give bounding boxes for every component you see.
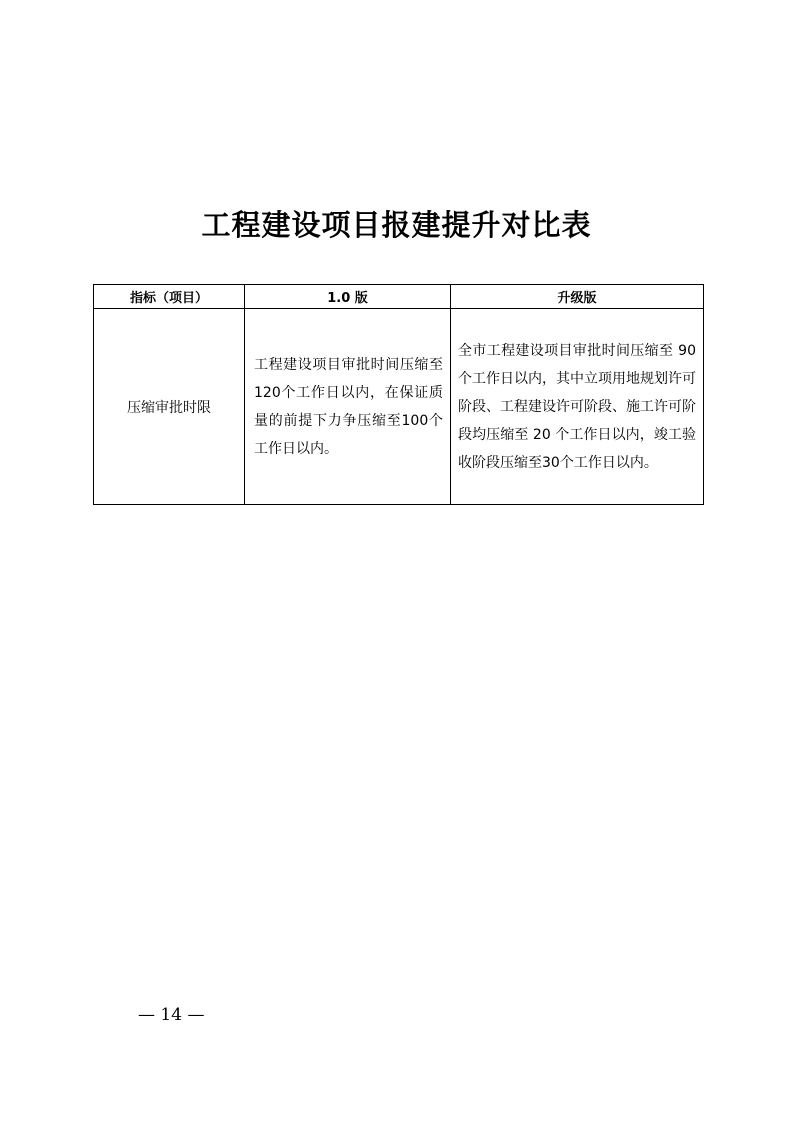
upgraded-version-cell bbox=[451, 309, 704, 505]
page-number: — 14 — bbox=[138, 1005, 205, 1025]
comparison-table bbox=[93, 284, 704, 505]
header-indicator: 指标（项目） bbox=[94, 285, 245, 309]
version-1-cell bbox=[245, 309, 451, 505]
table-row bbox=[94, 309, 704, 505]
indicator-text: 压缩审批时限 bbox=[127, 399, 211, 416]
header-version-1: 1.0 版 bbox=[245, 285, 451, 309]
table-header-row bbox=[94, 285, 704, 309]
header-upgraded-version: 升级版 bbox=[451, 285, 704, 309]
indicator-cell bbox=[94, 309, 245, 505]
version-1-text: 工程建设项目审批时间压缩至120个工作日以内，在保证质量的前提下力争压缩至100个工作日以内。 bbox=[254, 356, 443, 457]
document-title: 工程建设项目报建提升对比表 bbox=[201, 208, 592, 242]
upgraded-version-text: 全市工程建设项目审批时间压缩至 90 个工作日以内，其中立项用地规划许可阶段、工程建设许可阶段、施工许可阶段均压缩至 20 个工作日以内，竣工验收阶段压缩至30个工作日以内。 bbox=[458, 342, 696, 471]
